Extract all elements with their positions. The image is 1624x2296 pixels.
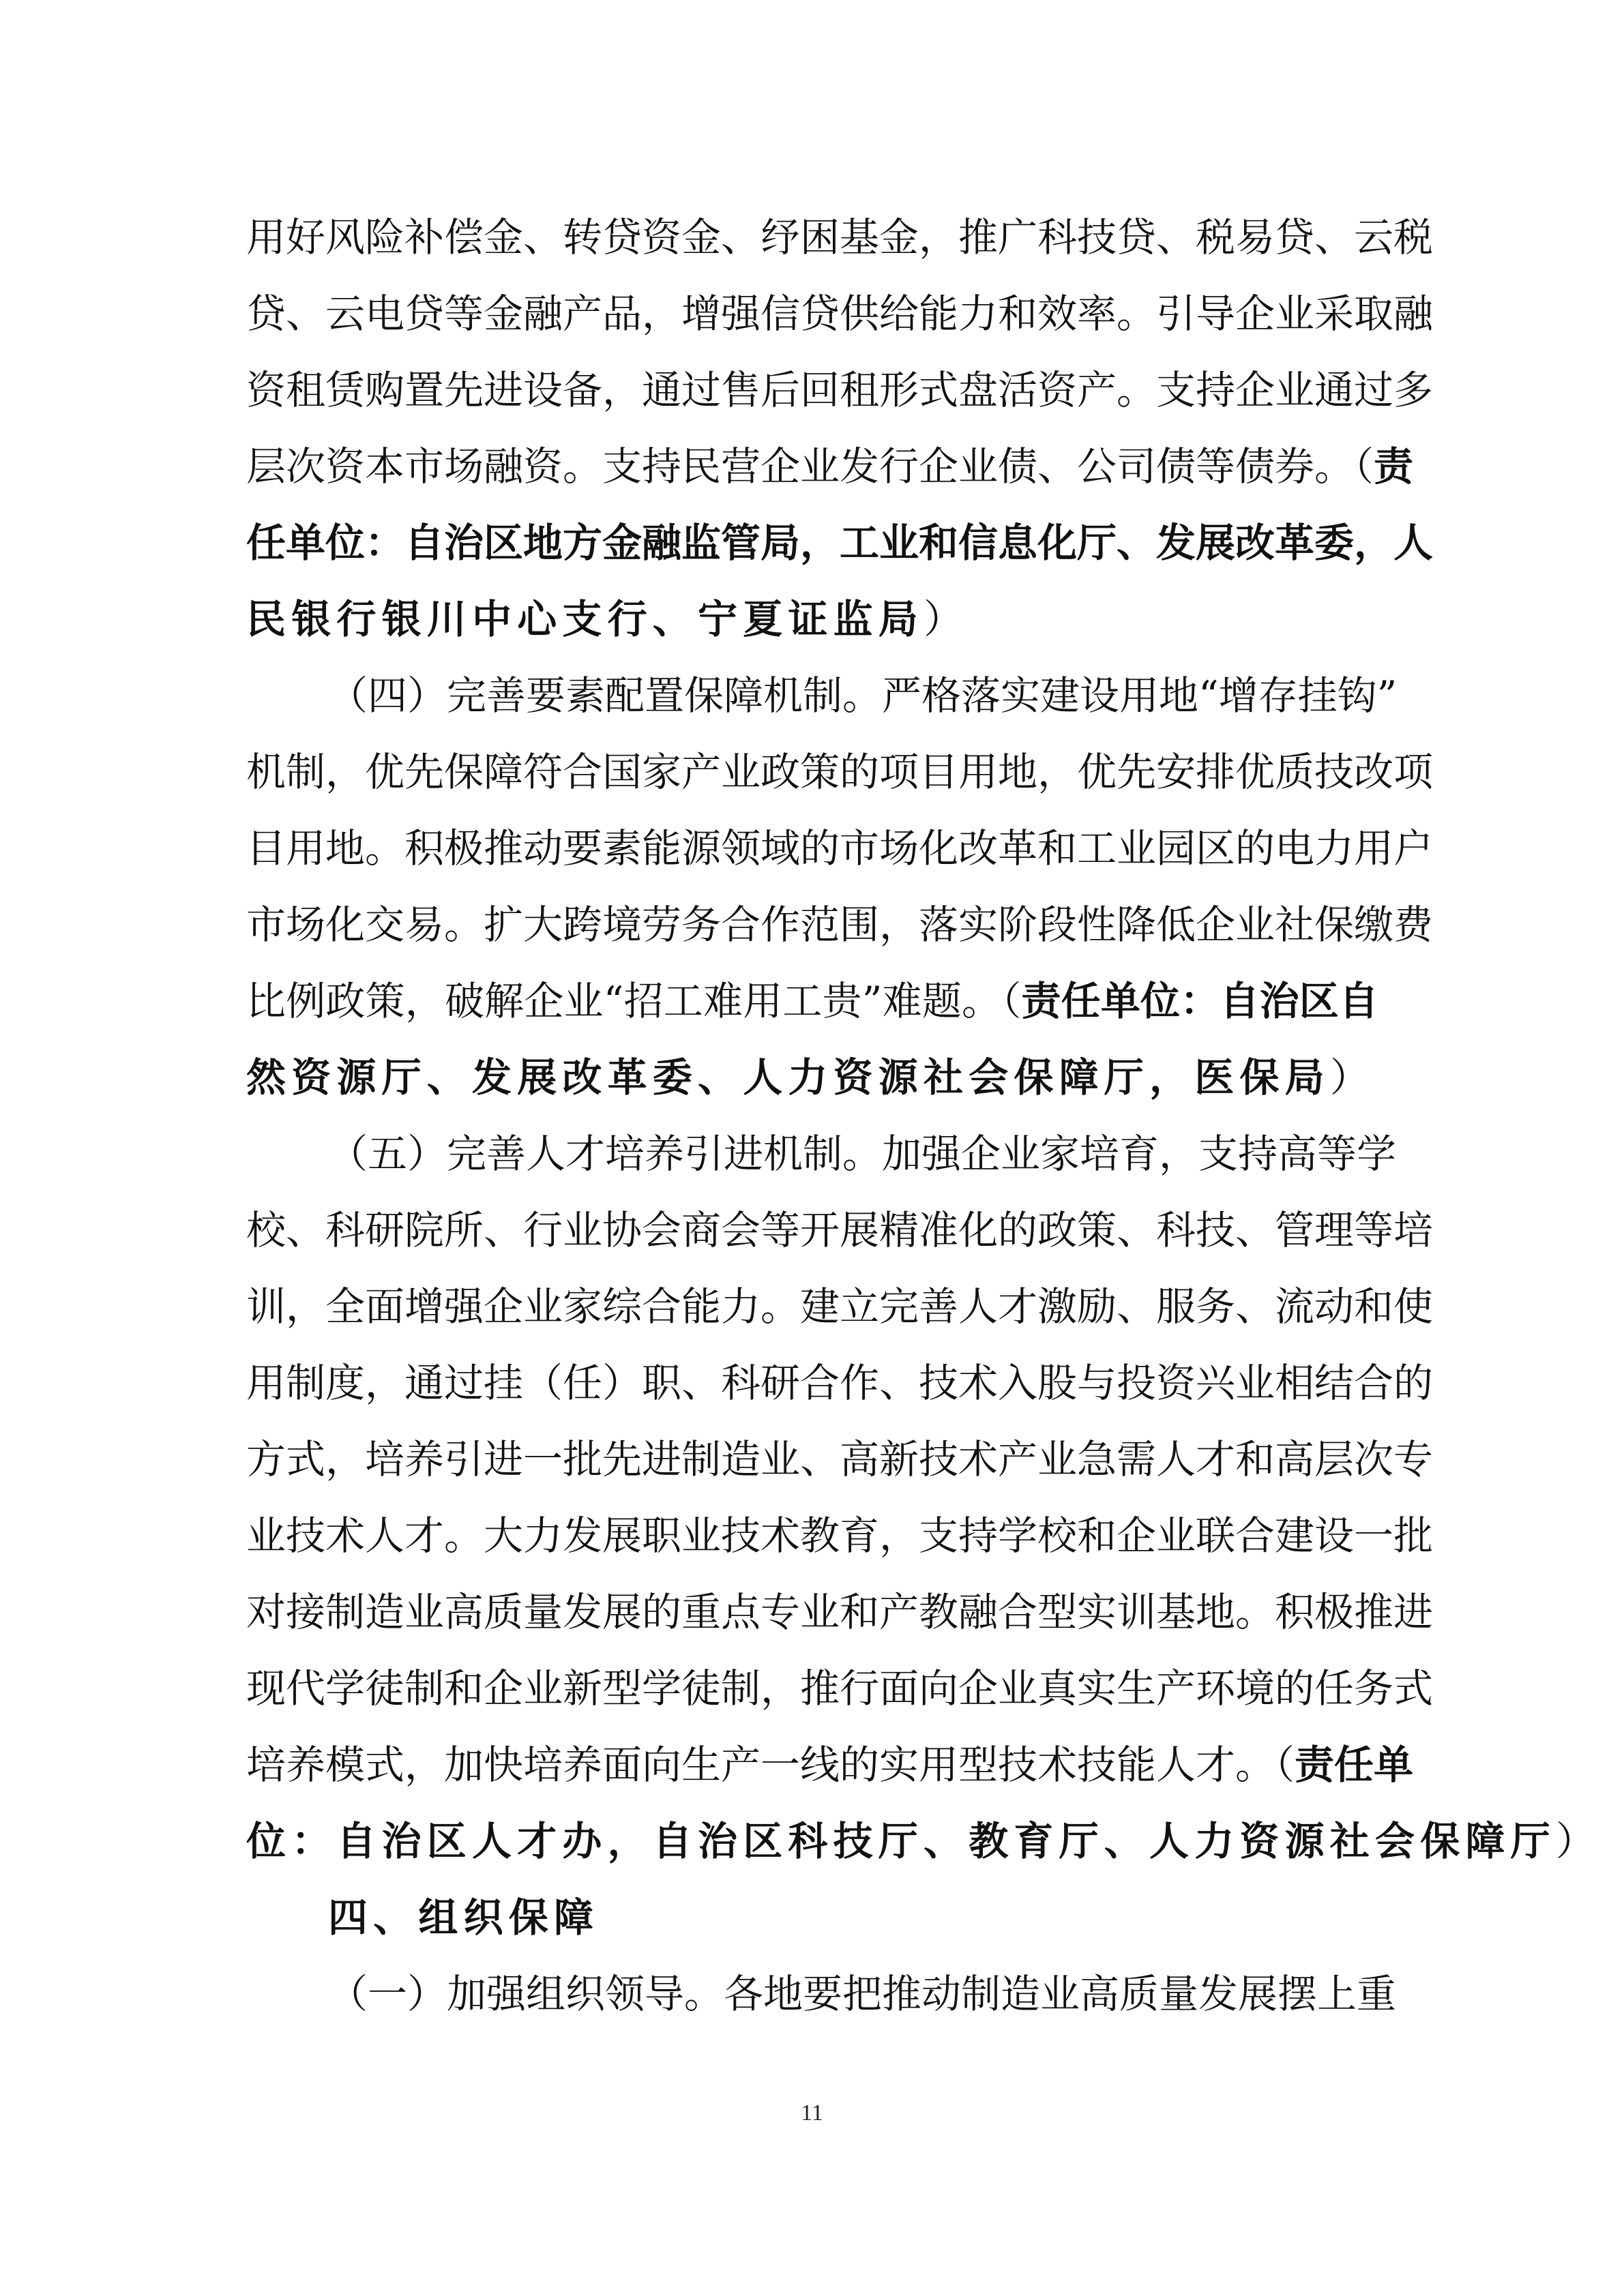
text-run: 训，全面增强企业家综合能力。建立完善人才激励、服务、流动和使 bbox=[246, 1283, 1434, 1330]
section-heading bbox=[246, 1879, 1378, 1956]
bold-text-run: 四、组织保障 bbox=[328, 1894, 600, 1941]
text-run: 资租赁购置先进设备，通过售后回租形式盘活资产。支持企业通过多 bbox=[246, 367, 1434, 413]
text-line bbox=[246, 963, 1378, 1039]
bold-text-run: 责任单 bbox=[1295, 1742, 1414, 1788]
bold-text-run: 责 bbox=[1374, 443, 1414, 490]
text-line bbox=[246, 428, 1414, 505]
text-line bbox=[246, 1956, 1397, 2032]
bold-text-run: 位：自治区人才办，自治区科技厅、教育厅、人力资源社会保障厅 bbox=[246, 1818, 1556, 1864]
text-run: ） bbox=[1555, 1818, 1601, 1864]
text-line bbox=[246, 1650, 1434, 1727]
text-line bbox=[246, 581, 1378, 657]
page-number: 11 bbox=[801, 2100, 823, 2126]
text-line bbox=[246, 1421, 1434, 1497]
text-line bbox=[246, 505, 1434, 581]
text-run: （四）完善要素配置保障机制。严格落实建设用地“增存挂钩” bbox=[328, 672, 1398, 719]
text-line bbox=[246, 810, 1434, 886]
text-run: ） bbox=[924, 596, 969, 642]
text-line bbox=[246, 734, 1434, 810]
document-body bbox=[246, 199, 1601, 2032]
text-run: ） bbox=[1329, 1054, 1376, 1101]
text-run: 用好风险补偿金、转贷资金、纾困基金，推广科技贷、税易贷、云税 bbox=[246, 214, 1434, 260]
text-line bbox=[246, 275, 1434, 352]
bold-text-run: 然资源厅、发展改革委、人力资源社会保障厅，医保局 bbox=[246, 1054, 1330, 1101]
text-run: 对接制造业高质量发展的重点专业和产教融合型实训基地。积极推进 bbox=[246, 1589, 1434, 1635]
text-run: 业技术人才。大力发展职业技术教育，支持学校和企业联合建设一批 bbox=[246, 1512, 1434, 1559]
bold-text-run: 任单位：自治区地方金融监管局，工业和信息化厅、发展改革委，人 bbox=[246, 520, 1434, 566]
text-line bbox=[246, 1497, 1434, 1574]
text-line bbox=[246, 1345, 1434, 1421]
text-run: 比例政策，破解企业“招工难用工贵”难题。（ bbox=[246, 978, 1022, 1024]
text-line bbox=[246, 1727, 1414, 1803]
text-line bbox=[246, 1116, 1397, 1192]
text-run: 培养模式，加快培养面向生产一线的实用型技术技能人才。（ bbox=[246, 1742, 1295, 1788]
text-run: 机制，优先保障符合国家产业政策的项目用地，优先安排优质技改项 bbox=[246, 749, 1434, 795]
text-line bbox=[246, 1574, 1434, 1650]
bold-text-run: 责任单位：自治区自 bbox=[1021, 978, 1378, 1024]
text-line bbox=[246, 1268, 1434, 1345]
text-run: 层次资本市场融资。支持民营企业发行企业债、公司债等债券。（ bbox=[246, 443, 1374, 490]
text-line bbox=[246, 1192, 1434, 1268]
text-run: 现代学徒制和企业新型学徒制，推行面向企业真实生产环境的任务式 bbox=[246, 1665, 1434, 1712]
text-run: 市场化交易。扩大跨境劳务合作范围，落实阶段性降低企业社保缴费 bbox=[246, 901, 1434, 948]
text-line bbox=[246, 886, 1434, 963]
text-run: （一）加强组织领导。各地要把推动制造业高质量发展摆上重 bbox=[328, 1971, 1397, 2017]
text-line bbox=[246, 1039, 1378, 1116]
bold-text-run: 民银行银川中心支行、宁夏证监局 bbox=[246, 596, 924, 642]
text-run: 校、科研院所、行业协会商会等开展精准化的政策、科技、管理等培 bbox=[246, 1207, 1434, 1253]
text-run: 方式，培养引进一批先进制造业、高新技术产业急需人才和高层次专 bbox=[246, 1436, 1434, 1482]
text-run: 目用地。积极推动要素能源领域的市场化改革和工业园区的电力用户 bbox=[246, 825, 1434, 871]
text-run: （五）完善人才培养引进机制。加强企业家培育，支持高等学 bbox=[328, 1131, 1397, 1177]
text-line bbox=[246, 352, 1434, 428]
text-run: 用制度，通过挂（任）职、科研合作、技术入股与投资兴业相结合的 bbox=[246, 1360, 1434, 1406]
text-line bbox=[246, 1803, 1601, 1879]
text-line bbox=[246, 199, 1434, 275]
text-run: 贷、云电贷等金融产品，增强信贷供给能力和效率。引导企业采取融 bbox=[246, 290, 1434, 337]
text-line bbox=[246, 657, 1398, 734]
